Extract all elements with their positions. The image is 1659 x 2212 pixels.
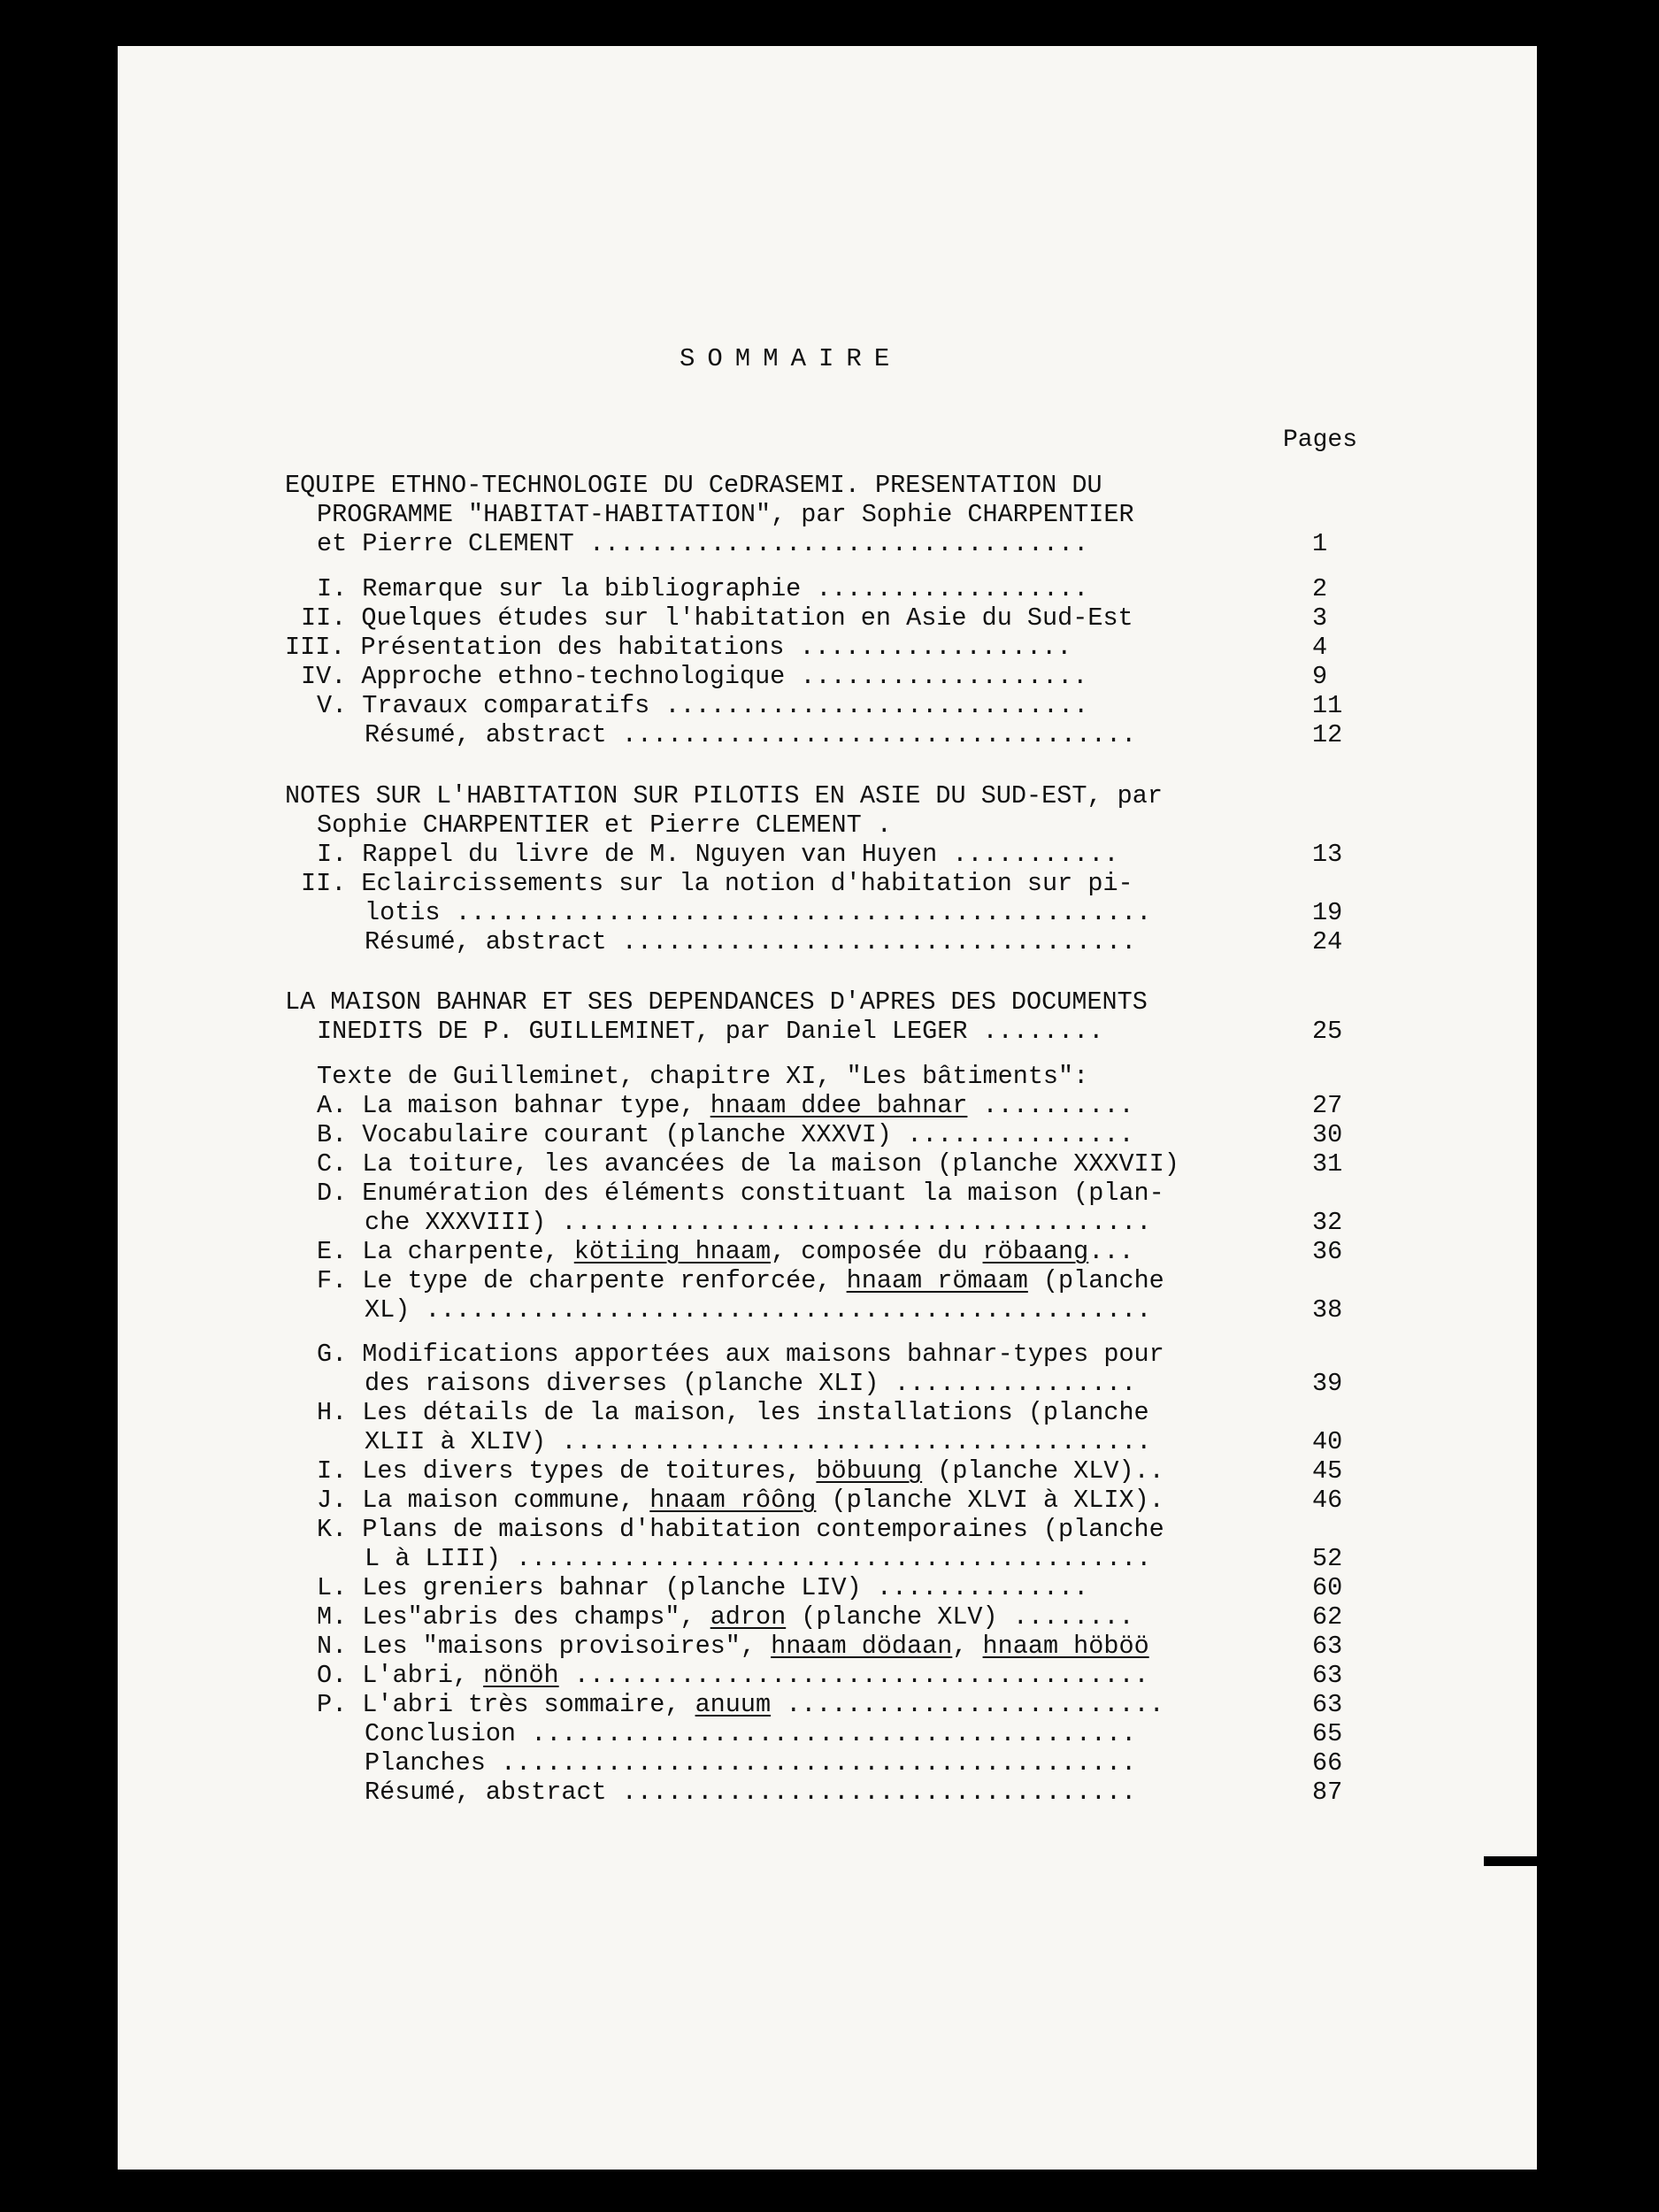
toc-text: II. Quelques études sur l'habitation en Asie du Sud-Est — [301, 603, 1133, 633]
toc-line — [301, 869, 1133, 899]
toc-text: (planche XLV) ........ — [786, 1602, 1134, 1632]
toc-text: M. Les"abris des champs", — [317, 1602, 710, 1632]
toc-line — [317, 500, 1134, 530]
toc-text: INEDITS DE P. GUILLEMINET, par Daniel LEGER ........ — [317, 1017, 1104, 1046]
toc-line — [317, 1017, 1103, 1047]
toc-text: , composée du — [771, 1237, 983, 1266]
toc-text: XL) ................................................ — [365, 1295, 1152, 1325]
toc-line — [317, 1340, 1164, 1370]
toc-text: lotis .............................................. — [365, 898, 1152, 927]
toc-text: V. Travaux comparatifs ............................ — [317, 691, 1089, 720]
toc-text: D. Enumération des éléments constituant la maison (plan- — [317, 1179, 1164, 1208]
page-number: 30 — [1312, 1120, 1343, 1149]
toc-line — [317, 1486, 1164, 1516]
toc-line — [365, 1719, 1136, 1749]
toc-text: ......................... — [771, 1690, 1164, 1719]
toc-line — [365, 720, 1136, 750]
toc-line — [365, 1544, 1151, 1574]
toc-text: des raisons diverses (planche XLI) ................ — [365, 1369, 1137, 1398]
pages-column-header: Pages — [1283, 426, 1358, 454]
toc-text: P. L'abri très sommaire, — [317, 1690, 695, 1719]
toc-line — [285, 987, 1148, 1018]
page-number: 19 — [1312, 898, 1343, 927]
vernacular-term: adron — [710, 1602, 787, 1632]
page-number: 24 — [1312, 927, 1343, 956]
toc-text: Planches .......................................... — [365, 1748, 1137, 1778]
toc-line — [317, 1120, 1134, 1150]
toc-line — [317, 1179, 1164, 1209]
page-number: 40 — [1312, 1427, 1343, 1456]
toc-line — [317, 1661, 1149, 1691]
page-number: 31 — [1312, 1149, 1343, 1179]
toc-text: Conclusion ........................................ — [365, 1719, 1137, 1748]
toc-text: II. Eclaircissements sur la notion d'habitation sur pi- — [301, 869, 1133, 898]
toc-line — [285, 471, 1102, 501]
toc-line — [317, 1573, 1088, 1603]
toc-text: I. Rappel du livre de M. Nguyen van Huyen ........... — [317, 840, 1119, 869]
page-number: 39 — [1312, 1369, 1343, 1398]
toc-line — [301, 603, 1133, 634]
toc-line — [317, 1515, 1164, 1545]
page-number: 62 — [1312, 1602, 1343, 1632]
page-number: 65 — [1312, 1719, 1343, 1748]
page-number: 2 — [1312, 574, 1328, 603]
page-number: 36 — [1312, 1237, 1343, 1266]
toc-line — [317, 529, 1088, 559]
page-number: 60 — [1312, 1573, 1343, 1602]
toc-text: Texte de Guilleminet, chapitre XI, "Les bâtiments": — [317, 1062, 1089, 1091]
page-number: 45 — [1312, 1456, 1343, 1486]
toc-line — [317, 1062, 1088, 1092]
page-number: 9 — [1312, 662, 1328, 691]
toc-line — [317, 1091, 1134, 1121]
page-number: 63 — [1312, 1632, 1343, 1661]
toc-text: Résumé, abstract .................................. — [365, 720, 1137, 749]
toc-line — [317, 574, 1088, 604]
page-number: 12 — [1312, 720, 1343, 749]
toc-line — [365, 1427, 1151, 1457]
toc-text: F. Le type de charpente renforcée, — [317, 1266, 847, 1295]
toc-text: et Pierre CLEMENT ................................. — [317, 529, 1089, 558]
toc-line — [285, 633, 1071, 663]
page-number: 52 — [1312, 1544, 1343, 1573]
page-number: 38 — [1312, 1295, 1343, 1325]
toc-text: III. Présentation des habitations .................. — [285, 633, 1072, 662]
vernacular-term: nönöh — [483, 1661, 559, 1690]
page-number: 63 — [1312, 1690, 1343, 1719]
toc-text: (planche — [1027, 1266, 1164, 1295]
page-number: 13 — [1312, 840, 1343, 869]
page-number: 27 — [1312, 1091, 1343, 1120]
toc-text: NOTES SUR L'HABITATION SUR PILOTIS EN ASIE DU SUD-EST, par — [285, 781, 1163, 810]
vernacular-term: hnaam dödaan — [771, 1632, 953, 1661]
toc-text: ...................................... — [558, 1661, 1149, 1690]
page-number: 32 — [1312, 1208, 1343, 1237]
toc-text: K. Plans de maisons d'habitation contemporaines (planche — [317, 1515, 1164, 1544]
page-number: 4 — [1312, 633, 1328, 662]
toc-text: .......... — [967, 1091, 1134, 1120]
vernacular-term: kötiing hnaam — [573, 1237, 772, 1266]
toc-line — [365, 927, 1136, 957]
toc-text: Résumé, abstract .................................. — [365, 927, 1137, 956]
page-number: 25 — [1312, 1017, 1343, 1046]
toc-line — [317, 1149, 1179, 1179]
page-number: 11 — [1312, 691, 1343, 720]
page-number: 87 — [1312, 1778, 1343, 1807]
toc-line — [365, 898, 1151, 928]
toc-text: EQUIPE ETHNO-TECHNOLOGIE DU CeDRASEMI. PRESENTATION DU — [285, 471, 1102, 500]
toc-text: (planche XLVI à XLIX). — [816, 1486, 1164, 1515]
page-number: 66 — [1312, 1748, 1343, 1778]
toc-text: C. La toiture, les avancées de la maison (planche XXXVII) — [317, 1149, 1179, 1179]
toc-line — [317, 1237, 1134, 1267]
toc-line — [317, 1602, 1134, 1632]
toc-text: H. Les détails de la maison, les installations (planche — [317, 1398, 1149, 1427]
vernacular-term: hnaam römaam — [846, 1266, 1028, 1295]
toc-line — [317, 1456, 1164, 1486]
toc-line — [365, 1369, 1136, 1399]
toc-line — [365, 1208, 1151, 1238]
toc-text: LA MAISON BAHNAR ET SES DEPENDANCES D'APRES DES DOCUMENTS — [285, 987, 1148, 1017]
vernacular-term: hnaam höböö — [982, 1632, 1149, 1661]
toc-line — [317, 810, 892, 841]
toc-line — [317, 691, 1088, 721]
toc-text: , — [952, 1632, 983, 1661]
toc-line — [365, 1748, 1136, 1778]
page-title: SOMMAIRE — [680, 344, 902, 373]
toc-text: I. Les divers types de toitures, — [317, 1456, 817, 1486]
toc-text: XLII à XLIV) ....................................... — [365, 1427, 1152, 1456]
page-number: 1 — [1312, 529, 1328, 558]
toc-text: L. Les greniers bahnar (planche LIV) .............. — [317, 1573, 1089, 1602]
toc-text: L à LIII) .......................................... — [365, 1544, 1152, 1573]
toc-text: PROGRAMME "HABITAT-HABITATION", par Sophie CHARPENTIER — [317, 500, 1134, 529]
toc-text: A. La maison bahnar type, — [317, 1091, 710, 1120]
vernacular-term: anuum — [695, 1690, 772, 1719]
toc-line — [301, 662, 1087, 692]
toc-text: IV. Approche ethno-technologique ................... — [301, 662, 1088, 691]
toc-line — [285, 781, 1163, 811]
toc-line — [317, 1632, 1149, 1662]
toc-line — [317, 1690, 1164, 1720]
toc-line — [317, 1398, 1149, 1428]
vernacular-term: hnaam rôông — [649, 1486, 817, 1515]
toc-text: B. Vocabulaire courant (planche XXXVI) ............... — [317, 1120, 1134, 1149]
page-number: 63 — [1312, 1661, 1343, 1690]
toc-line — [317, 840, 1118, 870]
toc-text: N. Les "maisons provisoires", — [317, 1632, 772, 1661]
vernacular-term: hnaam ddee bahnar — [710, 1091, 968, 1120]
vernacular-term: röbaang — [982, 1237, 1089, 1266]
toc-text: Sophie CHARPENTIER et Pierre CLEMENT . — [317, 810, 892, 840]
toc-line — [365, 1295, 1151, 1325]
toc-text: O. L'abri, — [317, 1661, 484, 1690]
toc-text: G. Modifications apportées aux maisons bahnar-types pour — [317, 1340, 1164, 1369]
page-number: 46 — [1312, 1486, 1343, 1515]
toc-line — [365, 1778, 1136, 1808]
toc-text: ... — [1088, 1237, 1134, 1266]
toc-line — [317, 1266, 1164, 1296]
toc-text: (planche XLV).. — [922, 1456, 1164, 1486]
toc-text: J. La maison commune, — [317, 1486, 650, 1515]
toc-text: che XXXVIII) ....................................... — [365, 1208, 1152, 1237]
toc-text: E. La charpente, — [317, 1237, 574, 1266]
toc-text: I. Remarque sur la bibliographie .................. — [317, 574, 1089, 603]
page-number: 3 — [1312, 603, 1328, 633]
toc-text: Résumé, abstract .................................. — [365, 1778, 1137, 1807]
vernacular-term: böbuung — [816, 1456, 923, 1486]
